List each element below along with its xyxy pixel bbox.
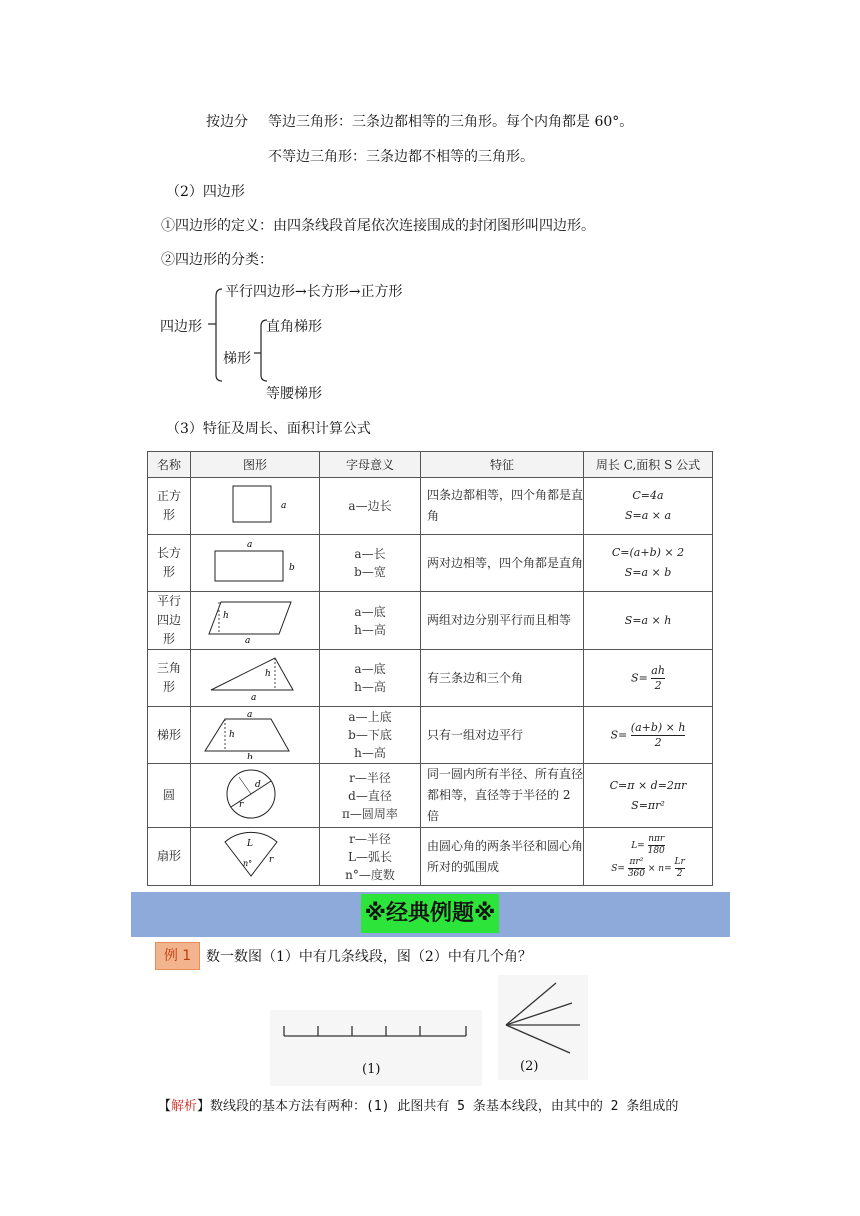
fig-label: a [247,709,253,720]
scalene-definition: 不等边三角形：三条边都不相等的三角形。 [268,149,534,165]
table-row-parallelogram [148,592,713,650]
shape-name: 圆 [148,764,191,828]
formula-line: S=a × h [624,613,672,627]
header-feature: 特征 [421,452,584,478]
feature-cell: 四条边都相等，四个角都是直角 [421,478,584,535]
formula-numerator: Lr [674,856,685,867]
formula-cell [584,650,713,707]
formula-denominator: 180 [647,845,665,856]
meaning-line: L—弧长 [348,849,392,864]
meaning-line: a—底 [354,604,386,619]
analysis-tag: 解析 [171,1099,198,1114]
circle-figure [191,764,320,828]
fig-label: r [269,855,274,865]
formula-line: S=a × a [624,509,672,522]
formula-cell [584,592,713,650]
table-row-rectangle [148,535,713,592]
formula-cell [584,707,713,764]
fig-label: h [229,729,235,740]
example-badge: 例 1 [155,942,200,970]
meaning-line: b—下底 [348,728,392,742]
meaning-line: h—高 [354,622,386,637]
formula-fraction [631,721,686,750]
fig-label: b [247,752,253,759]
meaning-line: a—边长 [348,499,392,513]
feature-cell: 两组对边分别平行而且相等 [421,592,584,650]
formula-line: C=π × d=2πr [609,778,687,792]
formula-prefix: S= [631,671,648,684]
formula-numerator: πr² [629,856,644,867]
quadrilateral-definition: ①四边形的定义：由四条线段首尾依次连接围成的封闭图形叫四边形。 [161,218,595,234]
meaning-line: d—直径 [348,788,392,803]
table-header-row [148,452,713,478]
tree-leaf-right-trapezoid: 直角梯形 [266,319,322,335]
classification-heading: ②四边形的分类： [161,252,273,268]
fig-label: h [223,611,229,621]
meaning-line: a—上底 [348,710,392,724]
fig-label: r [239,800,244,810]
feature-cell: 两对边相等，四个角都是直角 [421,535,584,592]
formula-line: C=(a+b) × 2 [611,546,685,559]
formula-line: S=a × b [624,566,672,579]
fig-label: h [265,668,271,679]
tree-branch-trapezoid: 梯形 [223,351,251,367]
meaning-cell [320,828,421,886]
table-row-trapezoid [148,707,713,764]
tree-root: 四边形 [160,319,202,335]
meaning-line: π—圆周率 [342,806,398,821]
meaning-line: r—半径 [349,831,391,846]
fig-label: n° [243,859,253,868]
shape-name: 长方形 [148,535,191,592]
header-figure: 图形 [191,452,320,478]
equilateral-definition: 等边三角形：三条边都相等的三角形。每个内角都是 60°。 [268,114,634,130]
feature-cell: 同一圆内所有半径、所有直径都相等，直径等于半径的 2 倍 [421,764,584,828]
table-row-circle [148,764,713,828]
formula-table [147,451,713,886]
figure-1 [270,1010,482,1086]
triangle-figure [191,650,320,707]
formula-fraction [651,664,665,693]
formula-prefix: S= [611,863,625,874]
fig-label: a [247,539,253,550]
rectangle-figure [191,535,320,592]
feature-cell: 有三条边和三个角 [421,650,584,707]
formula-numerator: nπr [648,833,665,844]
table-row-square [148,478,713,535]
table-row-triangle [148,650,713,707]
meaning-line: b—宽 [354,565,386,579]
meaning-line: h—高 [354,680,386,694]
meaning-line: r—半径 [349,770,391,785]
formula-cell [584,478,713,535]
analysis-bracket-close: 】 [197,1099,211,1114]
formula-fraction [628,857,645,880]
analysis-paragraph [158,1095,678,1114]
formulas-heading: （3）特征及周长、面积计算公式 [166,421,371,437]
shape-name: 正方形 [148,478,191,535]
formula-fraction [648,834,665,857]
feature-cell: 只有一组对边平行 [421,707,584,764]
shape-name: 平行四边形 [148,592,191,650]
formula-line [584,834,712,857]
triangle-side-label: 按边分 [206,114,248,130]
figure-1-caption: (1) [362,1062,381,1077]
formula-line: S=πr² [631,798,665,812]
meaning-line: a—底 [354,662,386,676]
shape-name: 三角形 [148,650,191,707]
header-meaning: 字母意义 [320,452,421,478]
fig-label: b [289,562,295,573]
formula-cell [584,764,713,828]
fig-label: L [247,839,253,849]
formula-cell [584,535,713,592]
shape-name: 扇形 [148,828,191,886]
formula-prefix: L= [631,840,645,851]
formula-denominator: 2 [654,678,662,692]
header-name: 名称 [148,452,191,478]
figure-2 [498,975,588,1080]
square-figure [191,478,320,535]
feature-cell: 由圆心角的两条半径和圆心角所对的弧围成 [421,828,584,886]
tree-brackets [200,280,280,390]
formula-numerator: ah [651,663,665,677]
fig-label: a [281,500,287,511]
formula-cell [584,828,713,886]
formula-infix: × n= [647,863,672,874]
meaning-line: n°—度数 [345,867,395,882]
fig-label: a [245,636,251,644]
shape-name: 梯形 [148,707,191,764]
meaning-cell [320,650,421,707]
formula-line: C=4a [632,489,664,502]
fig-label: d [255,780,261,790]
formula-denominator: 360 [627,868,645,879]
figure-2-caption: (2) [520,1059,539,1074]
meaning-cell [320,535,421,592]
analysis-text: 数线段的基本方法有两种：(1) 此图共有 5 条基本线段，由其中的 2 条组成的 [210,1099,679,1114]
analysis-bracket-open: 【 [158,1099,172,1114]
meaning-line: a—长 [354,547,386,561]
meaning-cell [320,478,421,535]
sector-figure [191,828,320,886]
tree-branch-parallelogram: 平行四边形→长方形→正方形 [225,284,403,300]
tree-leaf-isosceles-trapezoid: 等腰梯形 [266,386,322,402]
meaning-cell [320,764,421,828]
meaning-cell [320,592,421,650]
example-question: 数一数图（1）中有几条线段，图（2）中有几个角？ [206,949,532,965]
header-formula: 周长 C,面积 S 公式 [584,452,713,478]
formula-denominator: 2 [676,868,683,879]
table-row-sector [148,828,713,886]
meaning-line: h—高 [354,746,386,760]
fig-label: a [251,692,257,702]
meaning-cell [320,707,421,764]
parallelogram-figure [191,592,320,650]
formula-fraction [675,857,685,880]
quadrilateral-heading: （2）四边形 [166,184,245,200]
formula-prefix: S= [610,728,628,741]
formula-denominator: 2 [654,735,662,749]
banner-title: ※经典例题※ [361,894,499,933]
trapezoid-figure [191,707,320,764]
formula-line [584,857,712,880]
formula-numerator: (a+b) × h [630,720,686,734]
